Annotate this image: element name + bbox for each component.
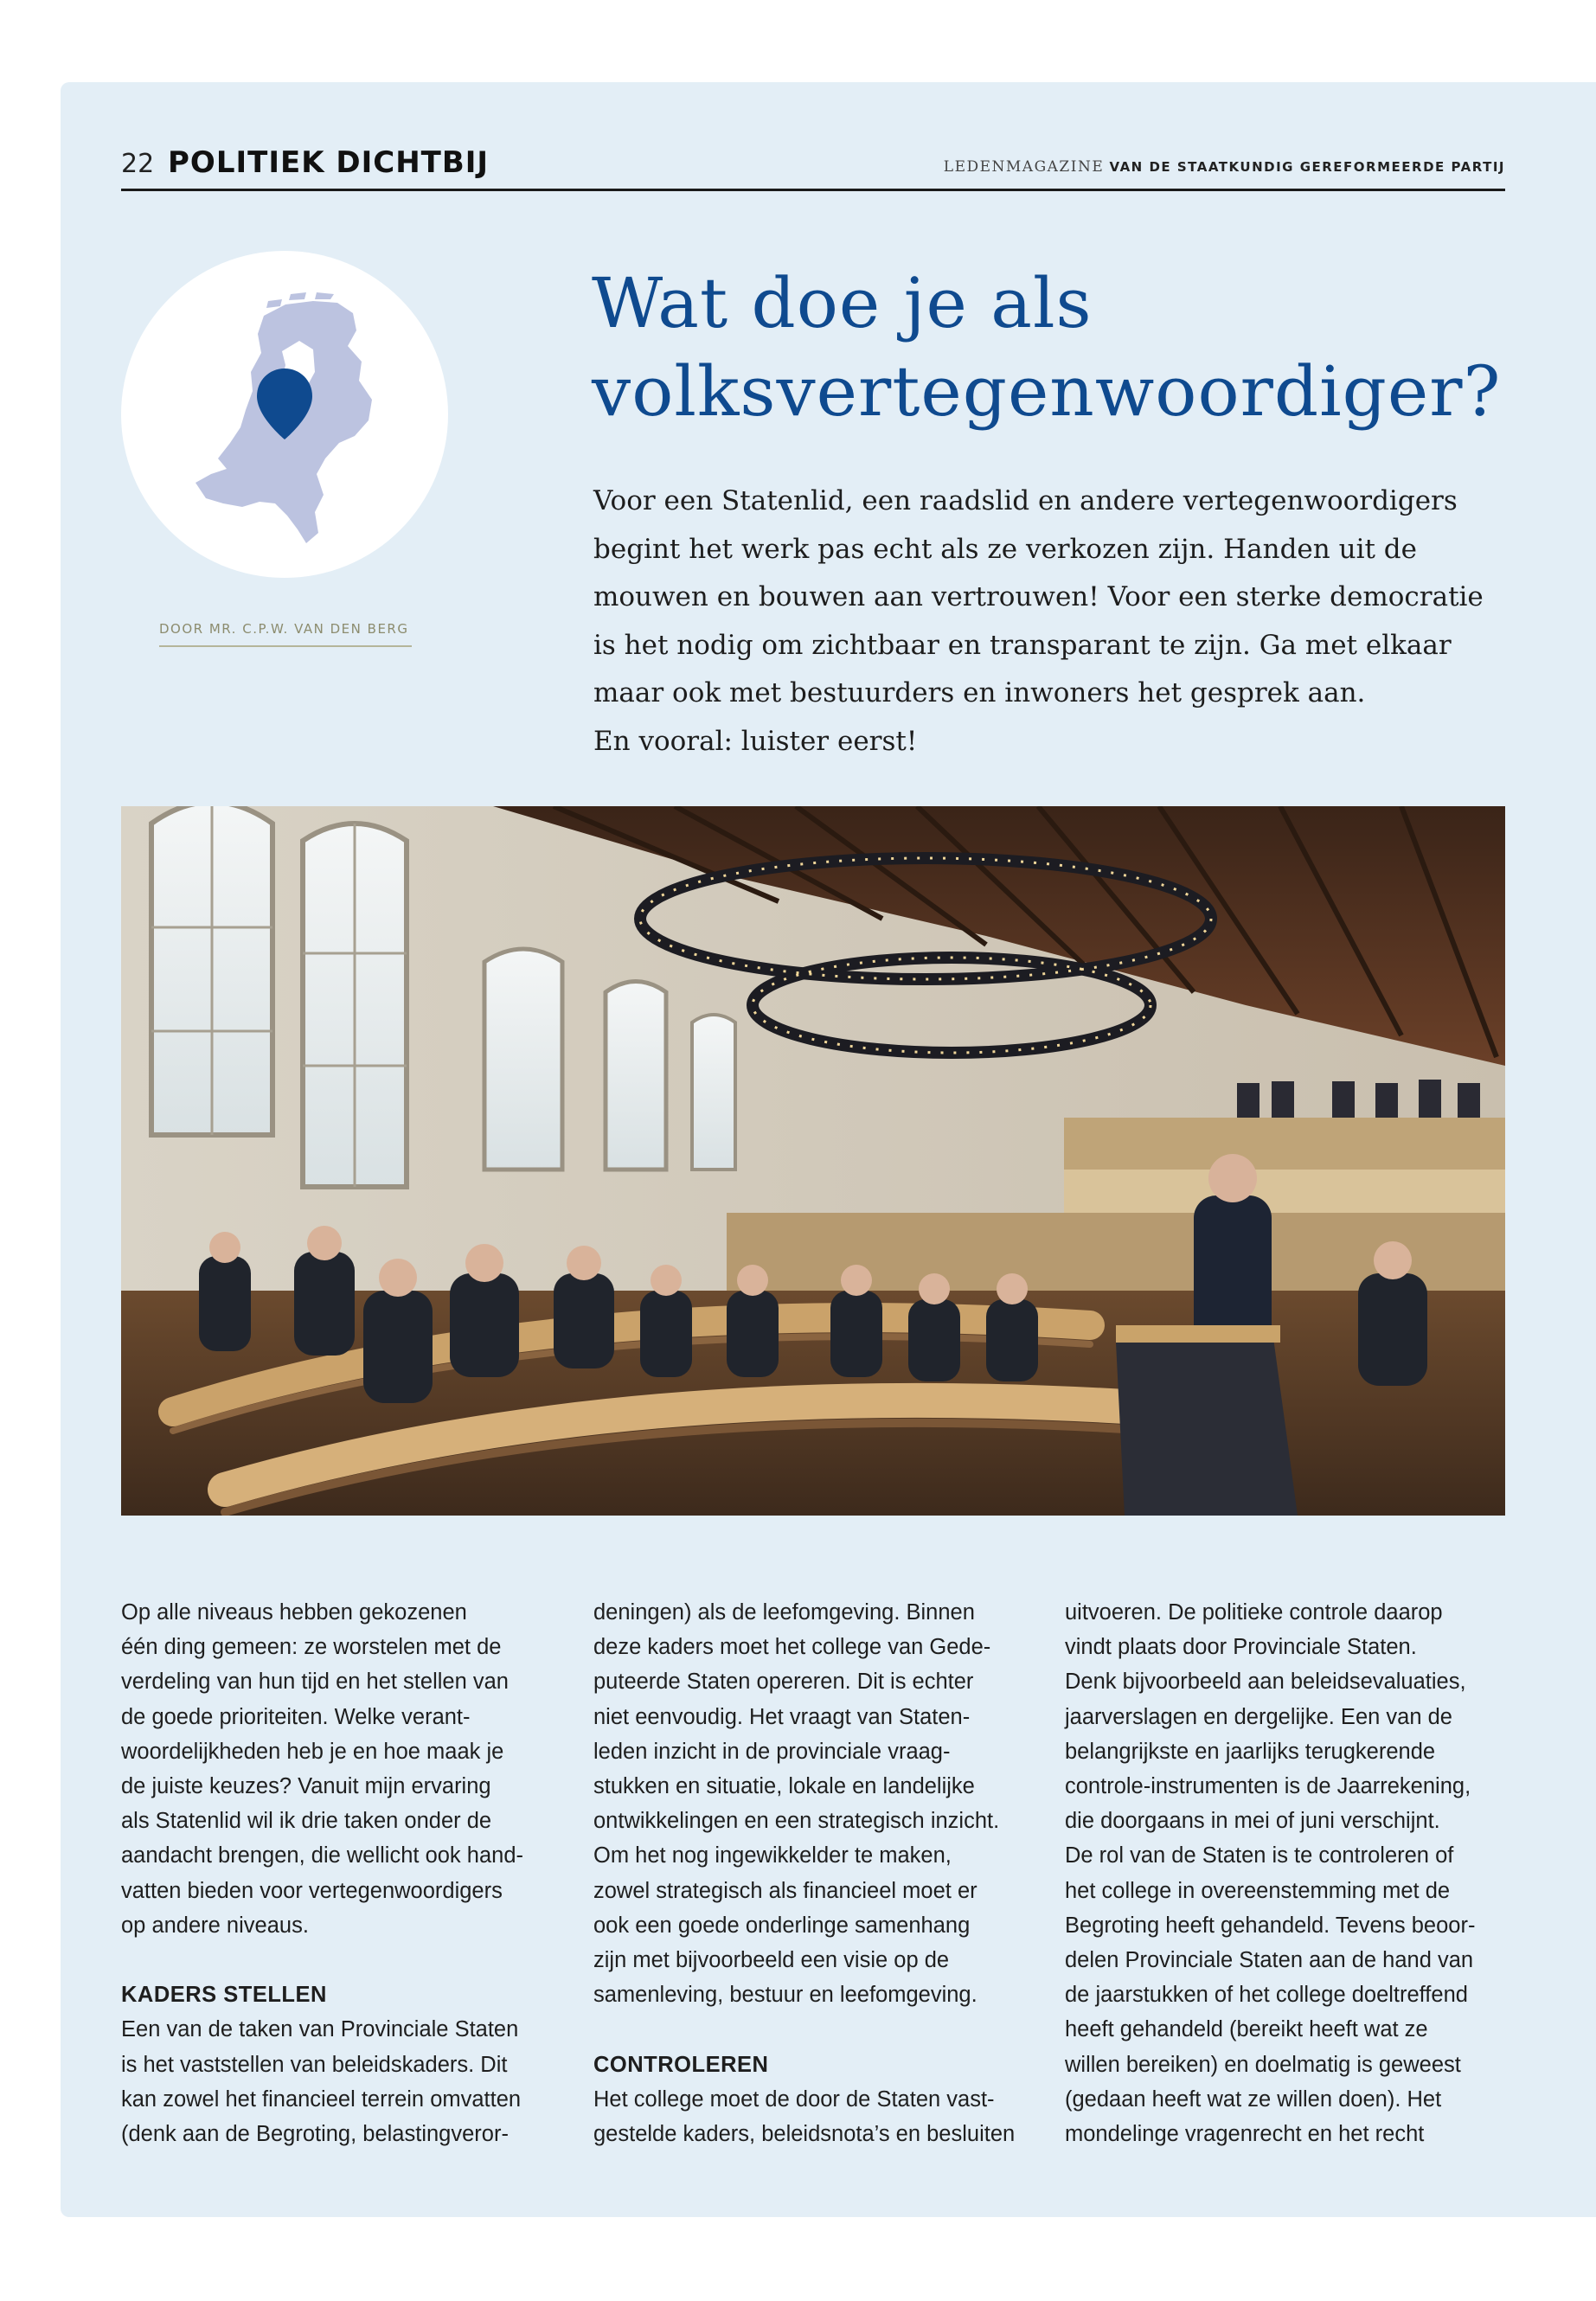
body-line: De rol van de Staten is te controleren of (1065, 1843, 1454, 1868)
body-line: controle-instrumenten is de Jaarrekening, (1065, 1774, 1471, 1799)
body-column-2 (593, 1595, 1043, 2151)
article-lead (593, 478, 1536, 766)
body-line: Het college moet de door de Staten vast- (593, 2086, 995, 2112)
article-title (592, 260, 1517, 436)
body-line: (denk aan de Begroting, belastingveror- (121, 2122, 509, 2147)
body-line: mondelinge vragenrecht en het recht (1065, 2122, 1425, 2147)
body-line: de juiste keuzes? Vanuit mijn ervaring (121, 1774, 491, 1799)
body-line: de jaarstukken of het college doeltreffend (1065, 1983, 1468, 2008)
title-line: Wat doe je als (592, 263, 1093, 343)
magazine-prefix: LEDENMAGAZINE (943, 158, 1105, 176)
body-column-1 (121, 1595, 571, 2151)
byline: DOOR MR. C.P.W. VAN DEN BERG (159, 621, 412, 647)
lead-line: mouwen en bouwen aan vertrouwen! Voor een sterke democratie (593, 581, 1484, 612)
body-line: willen bereiken) en doelmatig is geweest (1065, 2052, 1461, 2077)
body-column-3 (1065, 1595, 1515, 2151)
body-line: zijn met bijvoorbeeld een visie op de (593, 1948, 950, 1973)
subheading: CONTROLEREN (593, 2052, 769, 2077)
body-line: samenleving, bestuur en leefomgeving. (593, 1983, 977, 2008)
lead-line: begint het werk pas echt als ze verkozen zijn. Handen uit de (593, 533, 1417, 565)
title-line: volksvertegenwoordiger? (592, 351, 1502, 432)
body-line: ook een goede onderlinge samenhang (593, 1913, 971, 1938)
body-line: vatten bieden voor vertegenwoordigers (121, 1878, 503, 1903)
body-line: ontwikkelingen en een strategisch inzicht. (593, 1809, 1000, 1834)
body-line: leden inzicht in de provinciale vraag- (593, 1739, 951, 1764)
body-line: Begroting heeft gehandeld. Tevens beoor- (1065, 1913, 1476, 1938)
lead-line: En vooral: luister eerst! (593, 725, 918, 757)
body-line: gestelde kaders, beleidsnota’s en besluiten (593, 2122, 1016, 2147)
body-line: één ding gemeen: ze worstelen met de (121, 1635, 502, 1660)
paragraph-gap (593, 2012, 1043, 2047)
body-line: het college in overeenstemming met de (1065, 1878, 1451, 1903)
body-line: op andere niveaus. (121, 1913, 309, 1938)
body-line: als Statenlid wil ik drie taken onder de (121, 1809, 492, 1834)
body-line: is het vaststellen van beleidskaders. Dit (121, 2052, 508, 2077)
body-line: woordelijkheden heb je en hoe maak je (121, 1739, 504, 1764)
council-chamber-photo (121, 806, 1505, 1516)
netherlands-map-illustration (121, 251, 448, 578)
body-line: kan zowel het financieel terrein omvatten (121, 2086, 522, 2112)
body-line: Op alle niveaus hebben gekozenen (121, 1600, 467, 1625)
page-header (121, 145, 1505, 191)
subheading: KADERS STELLEN (121, 1983, 327, 2008)
body-line: (gedaan heeft wat ze willen doen). Het (1065, 2086, 1442, 2112)
body-line: Om het nog ingewikkelder te maken, (593, 1843, 952, 1868)
body-line: puteerde Staten opereren. Dit is echter (593, 1670, 974, 1695)
body-line: verdeling van hun tijd en het stellen van (121, 1670, 509, 1695)
body-line: Een van de taken van Provinciale Staten (121, 2017, 519, 2042)
section-title: POLITIEK DICHTBIJ (168, 145, 490, 180)
body-line: delen Provinciale Staten aan de hand van (1065, 1948, 1474, 1973)
lead-line: is het nodig om zichtbaar en transparant te zijn. Ga met elkaar (593, 629, 1452, 661)
lead-line: maar ook met bestuurders en inwoners het gesprek aan. (593, 677, 1366, 708)
body-line: deningen) als de leefomgeving. Binnen (593, 1600, 975, 1625)
body-line: de goede prioriteiten. Welke verant- (121, 1704, 471, 1729)
body-line: aandacht brengen, die wellicht ook hand- (121, 1843, 523, 1868)
body-line: uitvoeren. De politieke controle daarop (1065, 1600, 1443, 1625)
body-line: stukken en situatie, lokale en landelijke (593, 1774, 975, 1799)
body-line: die doorgaans in mei of juni verschijnt. (1065, 1809, 1440, 1834)
body-line: heeft gehandeld (bereikt heeft wat ze (1065, 2017, 1428, 2042)
body-line: vindt plaats door Provinciale Staten. (1065, 1635, 1417, 1660)
magazine-line (944, 158, 1505, 176)
body-line: deze kaders moet het college van Gede- (593, 1635, 991, 1660)
body-line: niet eenvoudig. Het vraagt van Staten- (593, 1704, 971, 1729)
body-line: Denk bijvoorbeeld aan beleidsevaluaties, (1065, 1670, 1466, 1695)
magazine-name: VAN DE STAATKUNDIG GEREFORMEERDE PARTIJ (1109, 159, 1505, 175)
page-number: 22 (121, 149, 155, 179)
paragraph-gap (121, 1943, 571, 1977)
body-line: jaarverslagen en dergelijke. Een van de (1065, 1704, 1452, 1729)
body-line: belangrijkste en jaarlijks terugkerende (1065, 1739, 1436, 1764)
lead-line: Voor een Statenlid, een raadslid en andere vertegenwoordigers (593, 485, 1458, 516)
body-line: zowel strategisch als financieel moet er (593, 1878, 977, 1903)
